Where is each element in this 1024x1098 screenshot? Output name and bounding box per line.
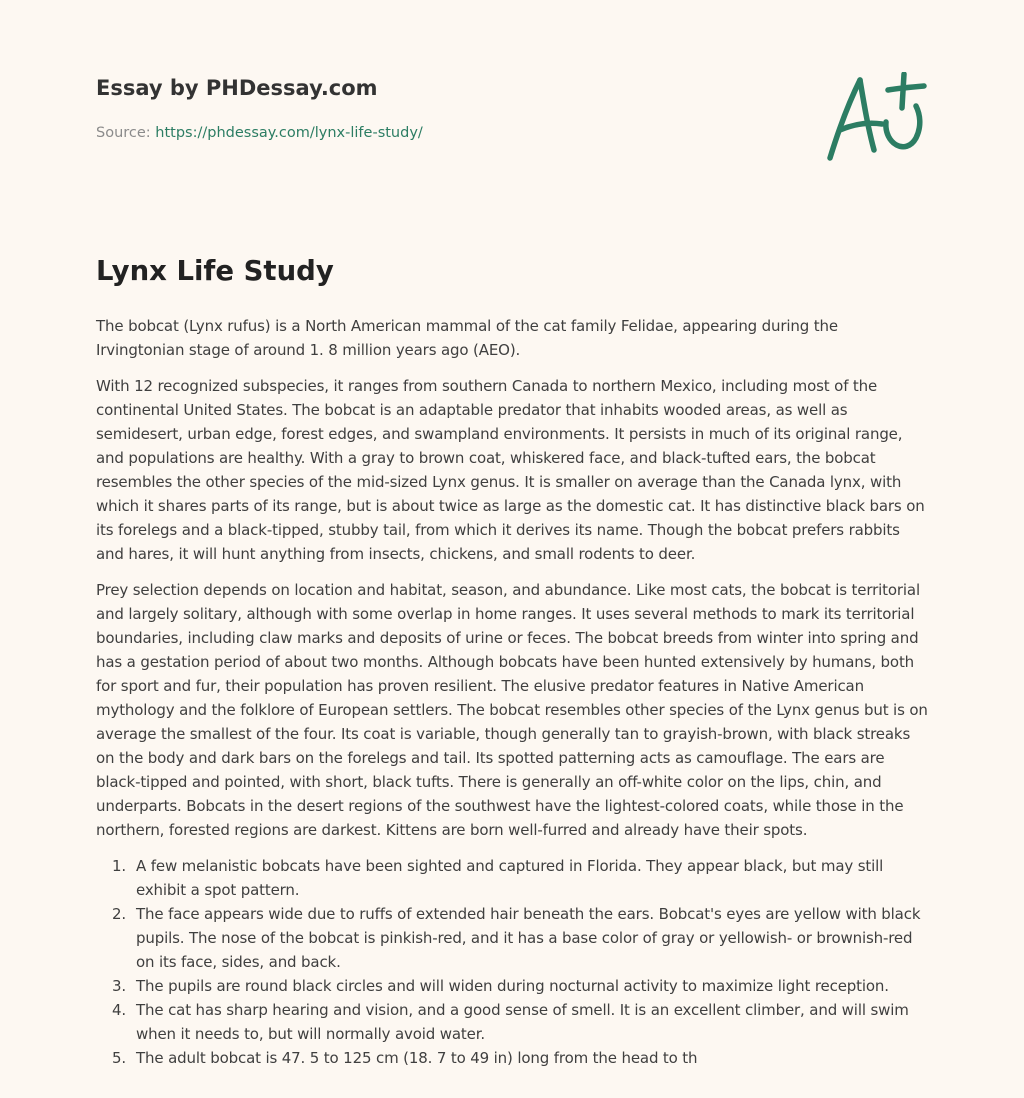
paragraph: Prey selection depends on location and habitat, season, and abundance. Like most cats, the bobcat is territorial and largely solitary, although with some overlap in home ranges. It uses several methods to mark its territorial boundaries, including claw marks and deposits of urine or feces. The bobcat breeds from winter into spring and has a gestation period of about two months. Although bobcats have been hunted extensively by humans, both for sport and fur, their population has proven resilient. The elusive predator features in Native American mythology and the folklore of European settlers. The bobcat resembles other species of the Lynx genus but is on average the smallest of the four. Its coat is variable, though generally tan to grayish-brown, with black streaks on the body and dark bars on the forelegs and tail. Its spotted patterning acts as camouflage. The ears are black-tipped and pointed, with short, black tufts. There is generally an off-white color on the lips, chin, and underparts. Bobcats in the desert regions of the southwest have the lightest-colored coats, while those in the northern, forested regions are darkest. Kittens are born well-furred and already have their spots. bbox=[96, 581, 928, 839]
list-number: 4. bbox=[112, 1001, 127, 1019]
list-item bbox=[96, 902, 930, 974]
a-plus-logo-icon bbox=[824, 72, 928, 164]
list-number: 2. bbox=[112, 905, 127, 923]
site-brand: Essay by PHDessay.com bbox=[96, 76, 378, 100]
list-number: 1. bbox=[112, 857, 127, 875]
list-text: The adult bobcat is 47. 5 to 125 cm (18. 7 to 49 in) long from the head to th bbox=[136, 1049, 698, 1067]
list-text: The cat has sharp hearing and vision, and a good sense of smell. It is an excellent climber, and will swim when it needs to, but will normally avoid water. bbox=[136, 1001, 909, 1043]
list-text: A few melanistic bobcats have been sighted and captured in Florida. They appear black, but may still exhibit a spot pattern. bbox=[136, 857, 884, 899]
source-label: Source: bbox=[96, 125, 151, 141]
list-item bbox=[96, 854, 930, 902]
page-header bbox=[96, 72, 930, 172]
list-item bbox=[96, 1046, 930, 1070]
list-number: 3. bbox=[112, 977, 127, 995]
numbered-list bbox=[96, 854, 930, 1070]
list-number: 5. bbox=[112, 1049, 127, 1067]
source-line bbox=[96, 125, 423, 141]
list-text: The pupils are round black circles and will widen during nocturnal activity to maximize light reception. bbox=[136, 977, 889, 995]
source-link[interactable]: https://phdessay.com/lynx-life-study/ bbox=[155, 125, 423, 141]
paragraph: With 12 recognized subspecies, it ranges from southern Canada to northern Mexico, including most of the continental United States. The bobcat is an adaptable predator that inhabits wooded areas, as well as semidesert, urban edge, forest edges, and swampland environments. It persists in much of its original range, and populations are healthy. With a gray to brown coat, whiskered face, and black-tufted ears, the bobcat resembles the other species of the mid-sized Lynx genus. It is smaller on average than the Canada lynx, with which it shares parts of its range, but is about twice as large as the domestic cat. It has distinctive black bars on its forelegs and a black-tipped, stubby tail, from which it derives its name. Though the bobcat prefers rabbits and hares, it will hunt anything from insects, chickens, and small rodents to deer. bbox=[96, 377, 925, 563]
article-title: Lynx Life Study bbox=[96, 255, 334, 287]
paragraph: The bobcat (Lynx rufus) is a North American mammal of the cat family Felidae, appearing during the Irvingtonian stage of around 1. 8 million years ago (AEO). bbox=[96, 317, 838, 359]
essay-page bbox=[96, 0, 930, 1098]
list-text: The face appears wide due to ruffs of extended hair beneath the ears. Bobcat's eyes are yellow with black pupils. The nose of the bobcat is pinkish-red, and it has a base color of gray or yellowish- or brownish-red on its face, sides, and back. bbox=[136, 905, 921, 971]
list-item bbox=[96, 974, 930, 998]
article-body bbox=[96, 314, 930, 1070]
list-item bbox=[96, 998, 930, 1046]
